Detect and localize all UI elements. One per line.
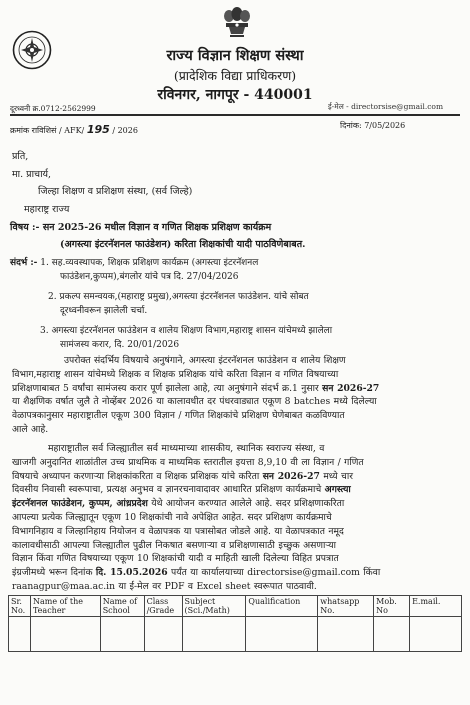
teacher-info-table xyxy=(8,595,462,652)
table-header-row xyxy=(9,596,462,617)
reference-1a: संदर्भ :- 1. सह.व्यवस्थापक, शिक्षक प्रशिक्षण कार्यक्रम (अगस्त्या इंटरनॅशनल xyxy=(10,258,259,268)
subject-line2: (अगस्त्या इंटरनॅशनल फाउंडेशन) करिता शिक्षकांची यादी पाठविणेबाबत. xyxy=(60,239,306,250)
institute-subtitle: (प्रादेशिक विद्या प्राधिकरण) xyxy=(173,68,297,83)
reference-1b: फाउंडेशन,कुप्पम),बंगलोर यांचे पत्र दि. 27/04/2026 xyxy=(60,272,239,282)
phone-number: दूरध्वनी क्र.0712-2562999 xyxy=(10,104,96,113)
header-divider xyxy=(10,114,460,116)
reference-3a: 3. अगस्त्या इंटरनॅशनल फाउंडेशन व शालेय शिक्षण विभाग,महाराष्ट्र शासन यांचेमध्ये झालेला xyxy=(40,326,333,336)
col-mobile: Mob. No xyxy=(374,596,410,617)
reference-2a: 2. प्रकल्प समन्वयक,(महाराष्ट्र प्रमुख),अगस्त्या इंटरनॅशनल फाउंडेशन. यांचे सोबत xyxy=(48,292,309,302)
ref-number-handwritten: 195 xyxy=(86,123,110,136)
col-subject: Subject (Sci./Math) xyxy=(182,596,246,617)
col-teacher-name: Name of the Teacher xyxy=(30,596,100,617)
addressee-prati: प्रति, xyxy=(12,151,29,162)
addressee-line1: मा. प्राचार्य, xyxy=(12,169,52,180)
paragraph-1: उपरोक्त संदर्भिय विषयाचे अनुषंगाने, अगस्त्या इंटरनॅशनल फाउंडेशन व शालेय शिक्षण विभाग,महाराष्ट्र शासन यांचेमध्ये शिक्षक व शिक्षक प्रशिक्षक यांचे करिता विज्ञान व गणित विषयाच्या प्रशिक्षणाबाबत 5 वर्षांचा सामंजस्य करार पूर्ण झालेला आहे, त्या अनुषंगाने संदर्भ क्र.1 नुसार सन 2026-27 या शैक्षणिक वर्षात जुलै ते नोव्हेंबर 2026 या कालावधीत दर पंधरवाड्यात एकूण 8 batches मध्ये दिलेल्या वेळापत्रकानुसार महाराष्ट्रातील एकूण 300 विज्ञान / गणित शिक्षकांचे प्रशिक्षण घेणेबाबत कळविण्यात आले आहे. xyxy=(12,355,380,435)
addressee-line2: जिल्हा शिक्षण व प्रशिक्षण संस्था, (सर्व जिल्हे) xyxy=(38,186,193,197)
col-qualification: Qualification xyxy=(246,596,318,617)
letter-date: दिनांक: 7/05/2026 xyxy=(340,121,406,130)
table-row xyxy=(9,617,462,652)
addressee-line3: महाराष्ट्र राज्य xyxy=(24,204,70,215)
institute-title: राज्य विज्ञान शिक्षण संस्था xyxy=(166,47,304,64)
col-school-name: Name of School xyxy=(100,596,144,617)
col-sr-no: Sr. No. xyxy=(9,596,31,617)
reference-number: क्रमांक राविशिसं / AFK/ 195 / 2026 xyxy=(10,123,138,136)
reference-3b: सामंजस्य करार, दि. 20/01/2026 xyxy=(60,340,180,350)
col-email: E.mail. xyxy=(410,596,462,617)
col-class-grade: Class /Grade xyxy=(144,596,182,617)
reference-2b: दूरध्वनीवरून झालेली चर्चा. xyxy=(60,306,148,316)
national-emblem-icon xyxy=(217,3,257,43)
header-email: ई-मेल - directorsise@gmail.com xyxy=(328,102,444,111)
paragraph-2: महाराष्ट्रातील सर्व जिल्ह्यातील सर्व माध्यमाच्या शासकीय, स्थानिक स्वराज्य संस्था, व खाजगी अनुदानित शाळांतील उच्च प्राथमिक व माध्यमिक स्तरातील इयत्ता 8,9,10 वी ला विज्ञान / गणित विषयाचे अध्यापन करणाऱ्या शिक्षकांकरिता व शिक्षक प्रशिक्षक यांचे करिता सन 2026-27 मध्ये चार दिवसीय निवासी स्वरूपाचा, प्रत्यक्ष अनुभव व ज्ञानरचनावादावर आधारित प्रशिक्षण कार्यक्रमाचे अगस्त्या इंटरनॅशनल फाउंडेशन, कुप्पम, आंध्रप्रदेश येथे आयोजन करण्यात आलेले आहे. सदर प्रशिक्षणाकरिता आपल्या प्रत्येक जिल्ह्यातून एकूण 10 शिक्षकांची नावे अपेक्षित आहेत. सदर प्रशिक्षण कार्यक्रमाचे विभागनिहाय व जिल्हानिहाय नियोजन व वेळापत्रक या पत्रासोबत जोडले आहे. या वेळापत्रकात नमूद कालावधीसाठी आपल्या जिल्ह्यातील पुढील निकषात बसणाऱ्या व प्रशिक्षणासाठी इच्छुक असणाऱ्या विज्ञान किंवा गणित विषयाच्या एकूण 10 शिक्षकांची यादी व माहिती खाली दिलेल्या विहित प्रपत्रात इंग्रजीमध्ये भरून दिनांक दि. 15.05.2026 पर्यंत या कार्यालयाच्या directorsise@gmail.com किंवा raanagpur@maa.ac.in या ई-मेल वर PDF व Excel sheet स्वरूपात पाठवावी. xyxy=(12,443,381,592)
institute-address: रविनगर, नागपूर - 440001 xyxy=(157,87,313,103)
col-whatsapp: whatsapp No. xyxy=(318,596,374,617)
subject-line1: विषय :- सन 2025-26 मधील विज्ञान व गणित शिक्षक प्रशिक्षण कार्यक्रम xyxy=(10,222,272,233)
